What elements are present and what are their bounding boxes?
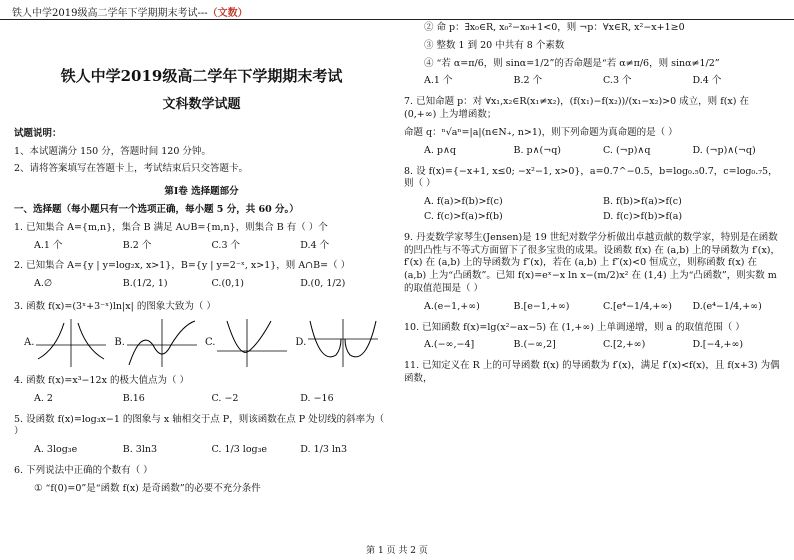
exam-subtitle: 文科数学试题 — [162, 97, 241, 113]
q6-option[interactable]: D.4 个 — [692, 75, 722, 87]
q7-option[interactable]: A. p∧q — [424, 144, 457, 156]
question-7a: 7. 已知命题 p：对 ∀x₁,x₂∈R(x₁≠x₂)，(f(x₁)−f(x₂))/(x₁−x₂)>0 成立，则 f(x) 在 (0,+∞) 上为增函数； — [404, 96, 749, 121]
q6-statement-3: ③ 整数 1 到 20 中共有 8 个素数 — [424, 39, 565, 51]
exam-title: 铁人中学2019级高二学年下学期期末考试 — [60, 67, 343, 85]
q2-options — [34, 278, 389, 291]
q6-statement-4: ④ “若 α=π/6，则 sinα=1/2”的否命题是“若 α≠π/6，则 sinα≠1/2” — [424, 57, 720, 69]
q8-option[interactable]: C. f(c)>f(a)>f(b) — [424, 210, 503, 222]
page-header — [12, 4, 248, 19]
note-2: 2、请将答案填写在答题卡上，考试结束后只交答题卡。 — [14, 163, 249, 175]
q8-option[interactable]: A. f(a)>f(b)>f(c) — [424, 196, 503, 208]
section-heading: 一、选择题（每小题只有一个选项正确，每小题 5 分，共 60 分。） — [14, 204, 299, 216]
graph-d-icon — [308, 319, 378, 367]
q1-option[interactable]: B.2 个 — [122, 239, 152, 251]
q5-option[interactable]: A. 3log₃e — [34, 444, 78, 456]
q2-option[interactable]: B.(1/2, 1) — [122, 278, 168, 290]
q3-option-d[interactable] — [295, 319, 378, 367]
question-11: 11. 已知定义在 R 上的可导函数 f(x) 的导函数为 f′(x)，满足 f′(x)<f(x)，且 f(x+3) 为偶函数， — [404, 360, 780, 385]
q8-options-row2 — [424, 211, 782, 224]
q7-option[interactable]: B. p∧(¬q) — [513, 144, 562, 156]
note-1: 1、本试题满分 150 分，答题时间 120 分钟。 — [14, 145, 211, 157]
q9-option[interactable]: B.[e−1,+∞) — [513, 300, 570, 312]
question-6: 6. 下列说法中正确的个数有（ ） — [14, 464, 153, 476]
q2-option[interactable]: C.(0,1) — [211, 278, 244, 290]
graph-a-icon — [36, 319, 106, 367]
q9-option[interactable]: C.[e⁴−1/4,+∞) — [603, 300, 672, 312]
q9-option[interactable]: D.(e⁴−1/4,+∞) — [692, 300, 762, 312]
q4-options — [34, 393, 389, 406]
question-8: 8. 设 f(x)={−x+1, x≤0; −x²−1, x>0}，a=0.7^−0.5，b=log₀.₅0.7，c=log₀.₇5，则（ ） — [404, 165, 778, 190]
q7-option[interactable]: C. (¬p)∧q — [603, 144, 651, 156]
question-4: 4. 函数 f(x)=x³−12x 的极大值点为（ ） — [14, 374, 189, 386]
graph-b-icon — [127, 319, 197, 367]
q1-options — [34, 240, 389, 253]
header-tag: （文数） — [207, 8, 248, 19]
q5-options — [34, 444, 389, 457]
question-1: 1. 已知集合 A={m,n}，集合 B 满足 A∪B={m,n}，则集合 B 有（ ）个 — [14, 221, 328, 233]
question-5: 5. 设函数 f(x)=log₃x−1 的图象与 x 轴相交于点 P，则该函数在点 P 处切线的斜率为（ ） — [14, 413, 385, 438]
q8-options-row1 — [424, 196, 782, 209]
q10-option[interactable]: C.[2,+∞) — [603, 339, 646, 351]
q5-option[interactable]: D. 1/3 ln3 — [300, 444, 348, 456]
q10-option[interactable]: B.(−∞,2] — [513, 339, 556, 351]
q5-option[interactable]: C. 1/3 log₃e — [211, 444, 268, 456]
q10-option[interactable]: D.[−4,+∞) — [692, 339, 744, 351]
question-9: 9. 丹麦数学家琴生(Jensen)是 19 世纪对数学分析做出卓越贡献的数学家，特别是在函数的凹凸性与不等式方面留下了很多宝贵的成果。设函数 f(x) 在 (a,b) 上的导函数为 f′(x)，f′(x) 在 (a,b) 上的导函数为 f″(x)，若在 (a,b) 上 f″(x)<0 恒成立，则称函数 f(x) 在 (a,b) 上为“凸函数”。已知 f(x)=eˣ−x ln x−(m/2)x² 在 (1,4) 上为“凸函数”，则实数 m 的取值范围是（ ） — [404, 231, 781, 294]
q4-option[interactable]: D. −16 — [300, 392, 334, 404]
question-2: 2. 已知集合 A={y | y=log₂x, x>1}，B={y | y=2⁻ˣ, x>1}，则 A∩B=（ ） — [14, 260, 351, 272]
q7-option[interactable]: D. (¬p)∧(¬q) — [692, 144, 756, 156]
notes-title: 试题说明： — [14, 127, 62, 139]
q3-graphs — [24, 319, 389, 367]
q6-option[interactable]: B.2 个 — [513, 75, 543, 87]
q3-label: B. — [114, 337, 125, 349]
q4-option[interactable]: B.16 — [122, 392, 145, 404]
q9-options — [424, 301, 782, 314]
q6-option[interactable]: A.1 个 — [424, 75, 453, 87]
q3-option-b[interactable] — [114, 319, 197, 367]
q4-option[interactable]: A. 2 — [34, 392, 53, 404]
q3-label: D. — [295, 337, 307, 349]
q8-option[interactable]: B. f(b)>f(a)>f(c) — [603, 196, 682, 208]
q3-label: A. — [24, 337, 35, 349]
q9-option[interactable]: A.(e−1,+∞) — [424, 300, 480, 312]
q10-options — [424, 339, 782, 352]
q3-label: C. — [204, 337, 216, 349]
question-7b: 命题 q：ⁿ√aⁿ=|a|(n∈N₊, n>1)，则下列命题为真命题的是（ ） — [404, 126, 678, 138]
part-heading: 第Ⅰ卷 选择题部分 — [164, 186, 239, 198]
graph-c-icon — [217, 319, 287, 367]
q5-option[interactable]: B. 3ln3 — [122, 444, 158, 456]
q8-option[interactable]: D. f(c)>f(b)>f(a) — [603, 210, 683, 222]
q1-option[interactable]: C.3 个 — [211, 239, 241, 251]
question-10: 10. 已知函数 f(x)=lg(x²−ax−5) 在 (1,+∞) 上单调递增，则 a 的取值范围（ ） — [404, 321, 745, 333]
header-divider — [0, 19, 794, 20]
q1-option[interactable]: A.1 个 — [34, 239, 63, 251]
q2-option[interactable]: D.(0, 1/2) — [300, 278, 346, 290]
q6-statement-1: ① “f(0)=0”是“函数 f(x) 是奇函数”的必要不充分条件 — [34, 482, 261, 494]
header-text: 铁人中学2019级高二学年下学期期末考试--- — [12, 8, 208, 19]
right-column — [404, 22, 782, 391]
q1-option[interactable]: D.4 个 — [300, 239, 330, 251]
q2-option[interactable]: A.∅ — [34, 278, 53, 290]
left-column — [14, 22, 389, 501]
q6-options — [424, 75, 782, 88]
q4-option[interactable]: C. −2 — [211, 392, 239, 404]
q6-option[interactable]: C.3 个 — [603, 75, 632, 87]
question-3: 3. 函数 f(x)=(3ˣ+3⁻ˣ)ln|x| 的图象大致为（ ） — [14, 301, 216, 313]
q10-option[interactable]: A.(−∞,−4] — [424, 339, 475, 351]
q3-option-c[interactable] — [205, 319, 287, 367]
q3-option-a[interactable] — [24, 319, 106, 367]
page-footer: 第 1 页 共 2 页 — [366, 546, 428, 556]
q7-options — [424, 145, 782, 158]
q6-statement-2: ② 命 p：∃x₀∈R, x₀²−x₀+1<0，则 ¬p：∀x∈R, x²−x+1≥0 — [424, 22, 685, 33]
